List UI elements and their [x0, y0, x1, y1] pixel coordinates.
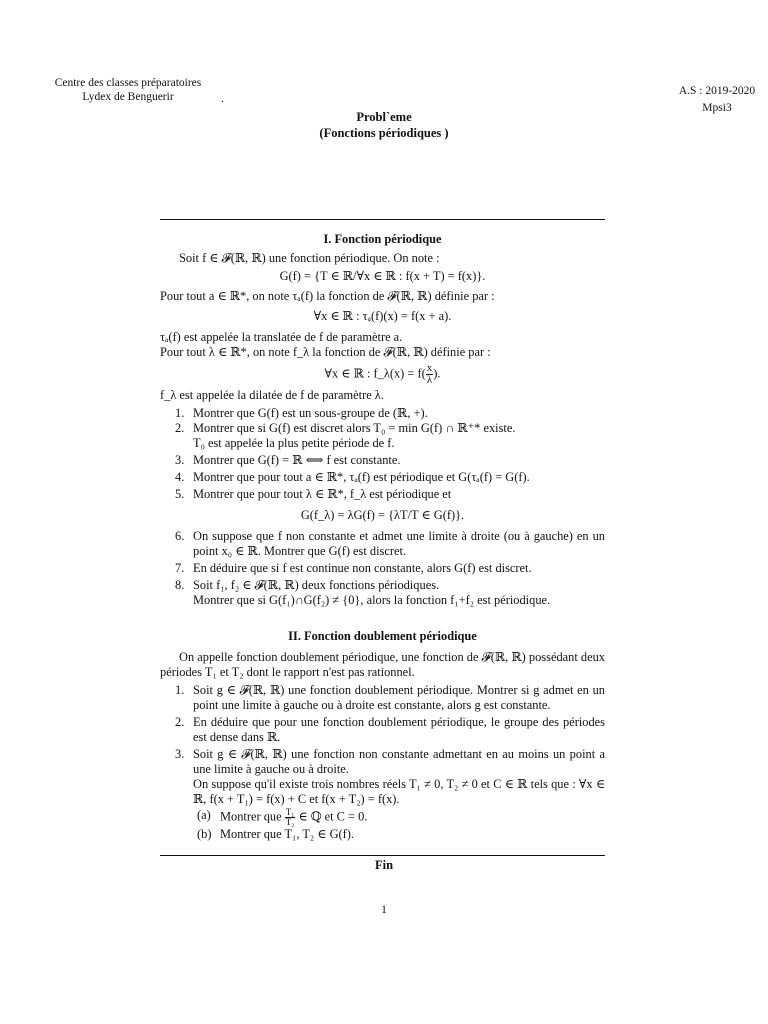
top-rule [160, 219, 605, 220]
school-name [48, 76, 208, 104]
dilation-name: f_λ est appelée la dilatée de f de paramètre λ. [160, 388, 384, 402]
section-1-heading: I. Fonction périodique [323, 232, 442, 246]
question-5: 5. Montrer que pour tout λ ∈ ℝ*, f_λ est périodique et [175, 487, 452, 501]
section-1 [160, 232, 605, 608]
academic-year: A.S : 2019-2020 [678, 85, 756, 97]
question-ii-3-subparts [193, 808, 605, 842]
question-1: 1. Montrer que G(f) est un sous-groupe de (ℝ, +). [175, 406, 428, 420]
problem-title: Probl`eme [356, 110, 412, 124]
section-1-questions-b [160, 529, 605, 608]
question-ii-3b: (b) Montrer que T₁, T₂ ∈ G(f). [197, 827, 355, 841]
question-ii-1: 1. Soit g ∈ 𝓕(ℝ, ℝ) une fonction doublement périodique. Montrer si g admet en un point une limite à gauche ou à droite est constante, alors g est constante. [175, 683, 605, 712]
dilation-definition: Pour tout λ ∈ ℝ*, on note f_λ la fonction de 𝓕(ℝ, ℝ) définie par : [160, 345, 491, 359]
fraction-numerator: x [426, 362, 433, 374]
page-number: 1 [381, 904, 387, 916]
equation-dilation [160, 363, 605, 386]
question-2: 2. Montrer que si G(f) est discret alors T₀ = min G(f) ∩ ℝ⁺* existe. T₀ est appelée la plus petite période de f. [175, 421, 516, 450]
question-6: 6. On suppose que f non constante et admet une limite à droite (ou à gauche) en un point x₀ ∈ ℝ. Montrer que G(f) est discret. [175, 529, 605, 558]
translation-name: τₐ(f) est appelée la translatée de f de paramètre a. [160, 330, 403, 344]
fraction-denominator: λ [426, 374, 433, 386]
translation-definition: Pour tout a ∈ ℝ*, on note τₐ(f) la fonction de 𝓕(ℝ, ℝ) définie par : [160, 289, 495, 303]
section-2-intro: On appelle fonction doublement périodique, une fonction de 𝓕(ℝ, ℝ) possédant deux périodes T₁ et T₂ dont le rapport n'est pas rationnel. [160, 650, 605, 679]
equation-dilation-left: ∀x ∈ ℝ : f_λ(x) = f( [324, 366, 426, 381]
section-2 [160, 629, 605, 842]
problem-subtitle: (Fonctions périodiques ) [319, 126, 449, 140]
section-2-heading: II. Fonction doublement périodique [288, 629, 477, 643]
question-8: 8. Soit f₁, f₂ ∈ 𝓕(ℝ, ℝ) deux fonctions périodiques. Montrer que si G(f₁)∩G(f₂) ≠ {0}, alors la fonction f₁+f₂ est périodique. [175, 578, 551, 607]
question-7: 7. En déduire que si f est continue non constante, alors G(f) est discret. [175, 561, 532, 575]
question-3: 3. Montrer que G(f) = ℝ ⟺ f est constante. [175, 453, 401, 467]
school-line-2: Lydex de Benguerir [82, 91, 174, 103]
section-2-questions [160, 683, 605, 842]
class-name: Mpsi3 [702, 102, 732, 114]
question-4: 4. Montrer que pour tout a ∈ ℝ*, τₐ(f) est périodique et G(τₐ(f) = G(f). [175, 470, 530, 484]
ratio-fraction: $\frac{\text{T₁}}{\text{T₂}}$ [285, 807, 295, 827]
equation-tau: ∀x ∈ ℝ : τₐ(f)(x) = f(x + a). [313, 309, 452, 323]
bottom-rule [160, 855, 605, 856]
header-dot: . [221, 93, 224, 105]
question-ii-3a: (a) Montrer que $\frac{\text{T₁}}{\text{T₂}}$ ∈ ℚ et C = 0. [197, 807, 368, 827]
section-1-intro: Soit f ∈ 𝓕(ℝ, ℝ) une fonction périodique. On note : [179, 251, 440, 265]
section-1-questions-a [160, 406, 605, 502]
equation-dilation-right: ). [433, 366, 441, 381]
equation-G-lambda: G(f_λ) = λG(f) = {λT/T ∈ G(f)}. [300, 508, 465, 522]
end-marker: Fin [374, 858, 394, 872]
question-ii-3: 3. Soit g ∈ 𝓕(ℝ, ℝ) une fonction non constante admettant en au moins un point a une limite à gauche ou à droite. On suppose qu'il existe trois nombres réels T₁ ≠ 0, T₂ ≠ 0 et C ∈ ℝ tels que : ∀x ∈ ℝ, f(x + T₁) = f(x) + C et f(x + T₂) = f(x). (a) Montrer que $\frac{\text{T₁}}{\text{T₂}}$ ∈ ℚ et C = 0. (b) Montrer que T₁, T₂ ∈ G(f). [175, 747, 605, 841]
school-line-1: Centre des classes préparatoires [54, 77, 202, 89]
equation-G: G(f) = {T ∈ ℝ/∀x ∈ ℝ : f(x + T) = f(x)}. [279, 269, 486, 283]
question-ii-2: 2. En déduire que pour une fonction doublement périodique, le groupe des périodes est dense dans ℝ. [175, 715, 605, 744]
